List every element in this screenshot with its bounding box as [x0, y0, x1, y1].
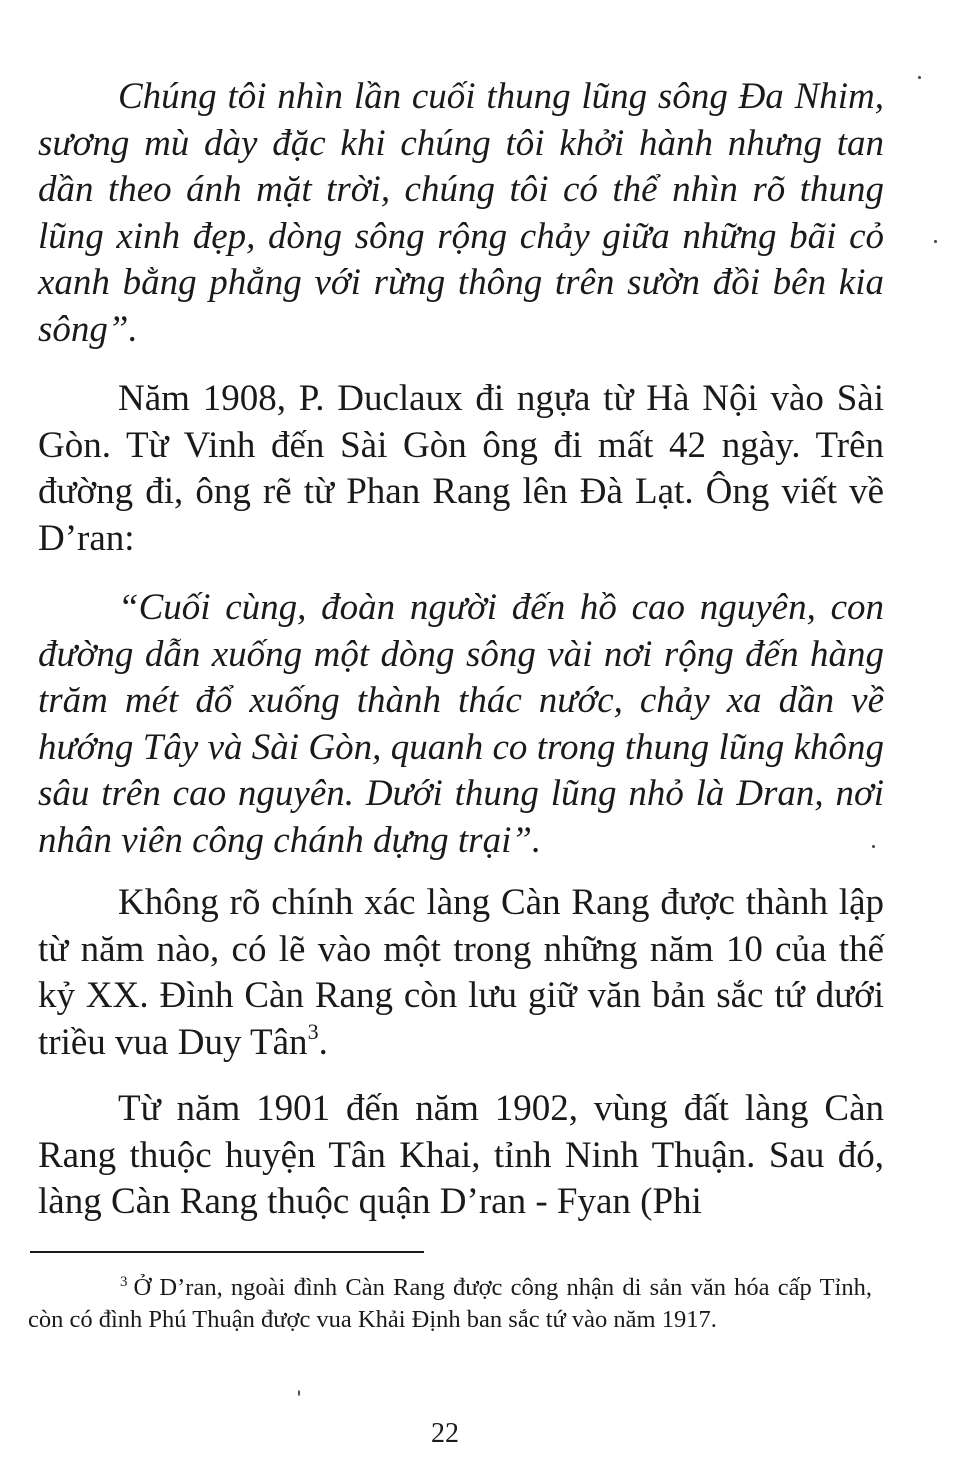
- body-paragraph-duclaux: Năm 1908, P. Duclaux đi ngựa từ Hà Nội vào Sài Gòn. Từ Vinh đến Sài Gòn ông đi mất 42 ngày. Trên đường đi, ông rẽ từ Phan Rang lên Đà Lạt. Ông viết về D’ran:: [38, 378, 884, 559]
- scan-speck: [934, 240, 937, 243]
- quote-paragraph-duclaux: “Cuối cùng, đoàn người đến hồ cao nguyên, con đường dẫn xuống một dòng sông vài nơi rộng đến hàng trăm mét đổ xuống thành thác nước, chảy xa dần về hướng Tây và Sài Gòn, quanh co trong thung lũng không sâu trên cao nguyên. Dưới thung lũng nhỏ là Dran, nơi nhân viên công chánh dựng trại”.: [38, 587, 884, 861]
- footnote-separator: [30, 1251, 424, 1253]
- body-paragraph-can-rang-founding: [38, 880, 884, 1066]
- scan-speck: [918, 76, 921, 79]
- scan-speck: [872, 845, 875, 848]
- footnote-number: 3: [120, 1274, 128, 1290]
- footnote-text: Ở D’ran, ngoài đình Càn Rang được công nhận di sản văn hóa cấp Tỉnh, còn có đình Phú Thuận được vua Khải Định ban sắc tứ vào năm 1917.: [28, 1274, 872, 1333]
- paragraph-end-punctuation: .: [318, 1021, 328, 1063]
- paragraph-text: Không rõ chính xác làng Càn Rang được thành lập từ năm nào, có lẽ vào một trong những năm 10 của thế kỷ XX. Đình Càn Rang còn lưu giữ văn bản sắc tứ dưới triều vua Duy Tân: [38, 882, 884, 1063]
- footnote-indent: [28, 1274, 120, 1301]
- footnote-reference[interactable]: 3: [307, 1018, 319, 1044]
- scan-speck: [298, 1390, 300, 1396]
- page-number: 22: [431, 1418, 459, 1449]
- footnote: [28, 1272, 872, 1336]
- body-paragraph-administration: Từ năm 1901 đến năm 1902, vùng đất làng Càn Rang thuộc huyện Tân Khai, tỉnh Ninh Thuận. Sau đó, làng Càn Rang thuộc quận D’ran - Fyan (Phi: [38, 1088, 884, 1223]
- quote-paragraph-dran-valley: Chúng tôi nhìn lần cuối thung lũng sông Đa Nhim, sương mù dày đặc khi chúng tôi khởi hành nhưng tan dần theo ánh mặt trời, chúng tôi có thể nhìn rõ thung lũng xinh đẹp, dòng sông rộng chảy giữa những bãi cỏ xanh bằng phẳng với rừng thông trên sườn đồi bên kia sông”.: [38, 76, 884, 350]
